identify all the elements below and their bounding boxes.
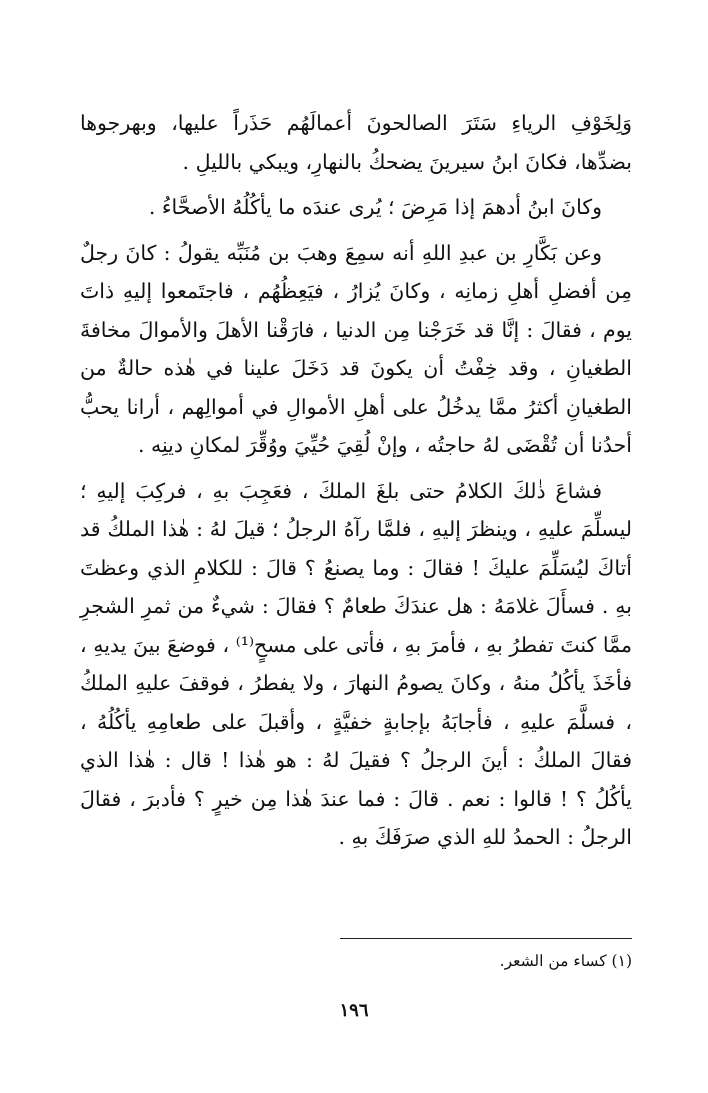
footnote-divider	[340, 938, 632, 939]
paragraph-2: وكانَ ابنُ أدهمَ إذا مَرِضَ ؛ يُرى عندَه ما يأكُلُهُ الأصحَّاءُ .	[148, 195, 602, 219]
paragraph-1: وَلِخَوْفِ الرياءِ سَتَرَ الصالحونَ أعمالَهُم حَذَراً عليها، وبهرجوها بضدِّها، فكانَ ابنُ سيرينَ يضحكُ بالنهارِ، ويبكي بالليلِ .	[80, 111, 632, 174]
page-number: ١٩٦	[339, 1000, 369, 1021]
paragraph-4: فشاعَ ذٰلكَ الكلامُ حتى بلغَ الملكَ ، فعَجِبَ بهِ ، فركِبَ إليهِ ؛ ليسلِّمَ عليهِ ، وينظرَ إليهِ ، فلمَّا رآهُ الرجلُ ؛ قيلَ لهُ : هٰذا الملكُ قد أتاكَ ليُسَلِّمَ عليكَ ! فقالَ : وما يصنعُ ؟ قالَ : للكلامِ الذي وعظتَ بهِ . فسأَلَ غلامَهُ : هل عندَكَ طعامٌ ؟ فقالَ : شيءٌ من ثمرِ الشجرِ ممَّا كنتَ تفطرُ بهِ ، فأمرَ بهِ ، فأتى على مسحٍ⁽¹⁾ ، فوضعَ بينَ يديهِ ، فأخَذَ يأكُلُ منهُ ، وكانَ يصومُ النهارَ ، ولا يفطرُ ، فوقفَ عليهِ الملكُ ، فسلَّمَ عليهِ ، فأجابَهُ بإجابةٍ خفيَّةٍ ، وأقبلَ على طعامِهِ يأكُلُهُ ، فقالَ الملكُ : أينَ الرجلُ ؟ فقيلَ لهُ : هو هٰذا ! قال : هٰذا الذي يأكُلُ ؟ ! قالوا : نعم . قالَ : فما عندَ هٰذا مِن خيرٍ ؟ فأدبرَ ، فقالَ الرجلُ : الحمدُ للهِ الذي صرَفَكَ بهِ .	[80, 478, 632, 849]
footnote: (١) كساء من الشعر.	[499, 952, 632, 970]
main-text-block	[80, 104, 632, 864]
paragraph-3: وعن بَكَّارِ بن عبدِ اللهِ أنه سمِعَ وهبَ بن مُنَبِّه يقولُ : كانَ رجلٌ مِن أفضلِ أهلِ زمانِه ، وكانَ يُزارُ ، فيَعِظُهُم ، فاجتَمعوا إليهِ ذاتَ يوم ، فقالَ : إنَّا قد خَرَجْنا مِن الدنيا ، فارَقْنا الأهلَ والأموالَ مخافةَ الطغيانِ ، وقد خِفْتُ أن يكونَ قد دَخَلَ علينا في هٰذه حالةٌ من الطغيانِ أكثرُ ممَّا يدخُلُ على أهلِ الأموالِ في أموالِهم ، أرانا يحبُّ أحدُنا أن تُقْضَى لهُ حاجتُه ، وإنْ لُقِيَ حُيِّيَ ووُقِّرَ لمكانِ دينِه .	[80, 240, 632, 457]
